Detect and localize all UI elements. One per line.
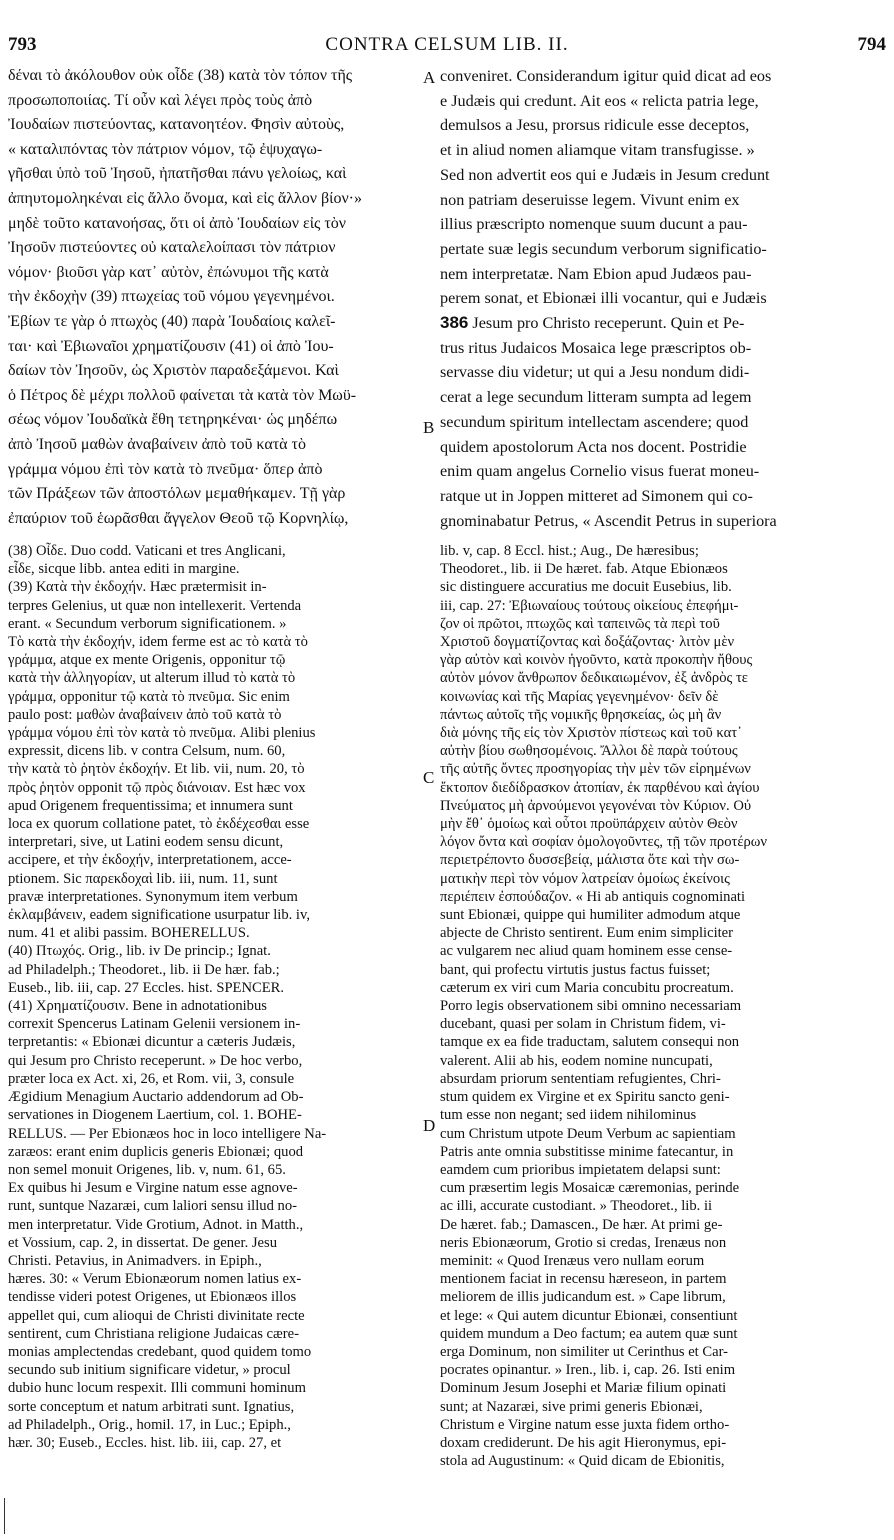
margin-letter-c: C: [423, 768, 435, 787]
margin-letter-d: D: [423, 1116, 436, 1135]
footnote-line: αὐτὸν μόνον ἄνθρωπον δεδικαιωμένον, ἐξ ἀνδρὸς τε: [440, 670, 748, 687]
footnote-line: doxam crediderunt. De his agit Hieronymus, epi-: [440, 1434, 727, 1451]
footnote-line: iii, cap. 27: Ἐβιωναίους τούτους οἰκείους ἐπεφήμι-: [440, 597, 739, 614]
footnote-line: κατὰ τὴν ἀλληγορίαν, ut alterum illud τὸ κατὰ τὸ: [8, 670, 296, 687]
footnote-line: erga Dominum, non similiter ut Cerinthus et Car-: [440, 1343, 729, 1360]
footnote-line: num. 41 et alibi passim. BOHERELLUS.: [8, 925, 250, 942]
footnote-line: præter loca ex Act. xi, 26, et Rom. vii, 3, consule: [8, 1070, 295, 1087]
footnote-line: monias amplectendas credebant, quod quidem tomo: [8, 1343, 312, 1360]
footnote-line: appellet qui, cum alioqui de Christi divinitate recte: [8, 1307, 305, 1324]
footnote-line: dubio hunc locum respexit. Illi communi hominum: [8, 1380, 306, 1397]
footnote-line: Πνεύματος μὴ ἀρνούμενοι γεγονέναι τὸν Κύριον. Οὐ: [440, 797, 752, 814]
footnote-line: expressit, dicens lib. v contra Celsum, num. 60,: [8, 743, 286, 760]
footnote-line: mentionem faciat in recensu hæreseon, in partem: [440, 1271, 727, 1288]
footnote-line: sentirent, cum Christiana religione Judaicas cære-: [8, 1325, 299, 1342]
greek-line: ἐπαύριον τοῦ ἑωρᾶσθαι ἄγγελον Θεοῦ τῷ Κορνηλίῳ,: [8, 509, 349, 527]
footnote-line: servationes in Diogenem Laertium, col. 1. BOHE-: [8, 1107, 302, 1124]
greek-line: γῆσθαι ὑπὸ τοῦ Ἰησοῦ, ἠπατῆσθαι πάνυ γελοίως, καὶ: [8, 165, 347, 183]
latin-line: perem sonat, et Ebionæi illi vocantur, qui e Judæis: [440, 289, 767, 308]
footnote-line: qui Jesum pro Christo receperunt. » De hoc verbo,: [8, 1052, 303, 1069]
footnote-line: λόγον ὄντα καὶ σοφίαν ὁμολογοῦντες, τῇ τῶν προτέρων: [440, 834, 767, 851]
greek-line: γράμμα νόμου ἐπὶ τὸν κατὰ τὸ πνεῦμα· ὅπερ ἀπὸ: [8, 460, 323, 478]
footnote-line: (38) Οἶδε. Duo codd. Vaticani et tres Anglicani,: [8, 543, 286, 559]
footnote-line: tamque ex ea fide traductam, salutem consequi non: [440, 1034, 740, 1051]
greek-line: δέναι τὸ ἀκόλουθον οὐκ οἶδε (38) κατὰ τὸν τόπον τῆς: [8, 67, 353, 84]
footnote-line: et Vossium, cap. 2, in dissertat. De gener. Jesu: [8, 1234, 277, 1251]
footnote-line: stum quidem ex Virgine et ex Spiritu sancto geni-: [440, 1089, 730, 1106]
margin-letter-a: A: [423, 68, 436, 87]
page-number-right: 794: [857, 34, 886, 55]
footnote-line: ad Philadelph., Orig., homil. 17, in Luc.; Epiph.,: [8, 1416, 291, 1433]
footnote-line: μὴν ἔθ᾽ ὁμοίως καὶ οὗτοι προϋπάρχειν αὐτὸν Θεὸν: [440, 816, 738, 833]
footnote-line: et lege: « Qui autem dicuntur Ebionæi, consentiunt: [440, 1307, 738, 1324]
latin-line: demulsos a Jesu, prorsus ridicule esse deceptos,: [440, 116, 750, 135]
latin-line: e Judæis qui credunt. Ait eos « relicta patria lege,: [440, 91, 759, 110]
footnote-line: tendisse videri potest Origenes, ut Ebionæos illos: [8, 1289, 297, 1306]
text-fragment: Jesum pro Christo receperunt. Quin et Pe-: [472, 314, 745, 333]
footnote-line: neris Ebionæorum, Grotio si credas, Irenæus non: [440, 1234, 727, 1251]
margin-bracket: [4, 1498, 5, 1534]
footnote-line: absurdam priorum sententiam refugientes, Chri-: [440, 1070, 721, 1087]
page-number-left: 793: [8, 34, 37, 55]
footnote-line: stola ad Augustinum: « Quid dicam de Ebionitis,: [440, 1453, 725, 1470]
footnote-line: paulo post: μαθὼν ἀναβαίνειν ἀπὸ τοῦ κατὰ τὸ: [8, 706, 282, 723]
footnote-line: αὐτὴν βίου σωθησομένοις. Ἄλλοι δὲ παρὰ τούτους: [440, 743, 738, 760]
footnote-line: tum esse non negant; sed iidem nihilominus: [440, 1107, 697, 1124]
footnote-line: ἔκτοπον διεδίδρασκον ἀτοπίαν, ἐκ παρθένου καὶ ἁγίου: [440, 779, 760, 796]
footnote-line: (39) Κατὰ τὴν ἐκδοχήν. Hæc prætermisit in-: [8, 579, 267, 596]
footnote-line: hær. 30; Euseb., Eccles. hist. lib. iii, cap. 27, et: [8, 1434, 282, 1451]
greek-line: Ἰησοῦν πιστεύοντες οὐ καταλελοίπασι τὸν πάτριον: [8, 239, 336, 257]
footnote-line: bant, qui profectu virtutis justus factus fuisset;: [440, 961, 711, 978]
latin-line: pertate suæ legis secundum verborum significatio-: [440, 239, 767, 258]
footnote-line: τῆς αὐτῆς ὄντες προσηγορίας τὴν μὲν τῶν εἰρημένων: [440, 761, 751, 778]
latin-text-column: [440, 64, 880, 533]
footnote-line: Patris ante omnia substitisse minime fatecantur, in: [440, 1143, 734, 1160]
footnote-line: pravæ interpretationes. Synonymum item verbum: [8, 888, 298, 905]
greek-line: ὁ Πέτρος δὲ μέχρι πολλοῦ φαίνεται τὰ κατὰ τὸν Μωϋ-: [8, 386, 357, 404]
latin-line: conveniret. Considerandum igitur quid dicat ad eos: [440, 67, 772, 85]
greek-line: « καταλιπόντας τὸν πάτριον νόμον, τῷ ἐψυχαγω-: [8, 140, 323, 158]
footnote-line: ac illi, accurate custodiant. » Theodoret., lib. ii: [440, 1198, 713, 1215]
footnote-line: ac vulgarem nec aliud quam hominem esse cense-: [440, 943, 733, 960]
footnote-line: interpretari, sive, ut Latini eodem sensu dicunt,: [8, 834, 284, 851]
latin-line: illius præscripto nomenque suum ducunt a pau-: [440, 215, 748, 234]
footnote-line: Τὸ κατὰ τὴν ἐκδοχήν, idem ferme est ac τὸ κατὰ τὸ: [8, 634, 308, 651]
footnote-line: (40) Πτωχός. Orig., lib. iv De princip.; Ignat.: [8, 943, 271, 960]
footnote-line: sunt Ebionæi, quippe qui humiliter admodum atque: [440, 907, 741, 924]
footnote-line: valerent. Alii ab his, eodem nomine nuncupati,: [440, 1052, 713, 1069]
footnote-line: men interpretatur. Vide Grotium, Adnot. in Matth.,: [8, 1216, 304, 1233]
footnote-line: Ægidium Menagium Auctario addendorum ad Ob-: [8, 1089, 304, 1106]
latin-line: non patriam deseruisse legem. Vivunt enim ex: [440, 190, 740, 209]
footnote-line: abjecte de Christo sentirent. Eum enim simpliciter: [440, 925, 734, 942]
footnote-line: meminit: « Quod Irenæus vero nullam eorum: [440, 1252, 705, 1269]
latin-line: gnominabatur Petrus, « Ascendit Petrus in superiora: [440, 511, 777, 530]
footnote-line: pocrates opinantur. » Iren., lib. i, cap. 26. Isti enim: [440, 1362, 736, 1379]
greek-line: ται· καὶ Ἐβιωναῖοι χρηματίζουσιν (41) οἱ ἀπὸ Ἰου-: [8, 337, 334, 355]
footnote-line: ptionem. Sic παρεκδοχαὶ lib. iii, num. 11, sunt: [8, 870, 278, 887]
greek-line: νόμον· βιοῦσι γὰρ κατ᾽ αὐτὸν, ἐπώνυμοι τῆς κατὰ: [8, 263, 329, 281]
footnote-line: lib. v, cap. 8 Eccl. hist.; Aug., De hæresibus;: [440, 543, 699, 559]
footnote-line: accipere, et τὴν ἐκδοχήν, interpretationem, acce-: [8, 852, 292, 869]
footnote-line: cum Christum utpote Deum Verbum ac sapientiam: [440, 1125, 736, 1142]
footnote-line: loca ex quorum collatione patet, τὸ ἐκδέχεσθαι esse: [8, 816, 310, 833]
footnote-line: RELLUS. — Per Ebionæos hoc in loco intelligere Na-: [8, 1125, 327, 1142]
greek-line: τὴν ἐκδοχὴν (39) πτωχείας τοῦ νόμου γεγενημένοι.: [8, 288, 335, 306]
greek-line: Ἰουδαίων πιστεύοντας, κατανοητέον. Φησὶν αὐτοὺς,: [8, 116, 345, 134]
greek-line: ἀπηυτομοληκέναι εἰς ἄλλο ὄνομα, καὶ εἰς ἄλλον βίον·»: [8, 189, 363, 207]
footnote-line: (41) Χρηματίζουσιν. Bene in adnotationibus: [8, 998, 267, 1015]
footnote-line: zaræos: erant enim duplicis generis Ebionæi; quod: [8, 1143, 304, 1160]
footnote-line: τὴν κατὰ τὸ ῥητὸν ἐκδοχήν. Et lib. vii, num. 20, τὸ: [8, 761, 305, 778]
footnote-line: apud Origenem frequentissima; et innumera sunt: [8, 797, 293, 814]
footnotes-left-column: [8, 542, 422, 1452]
footnote-line: secundo sub initium significare videtur, » procul: [8, 1362, 291, 1379]
latin-line: nem interpretatæ. Nam Ebion apud Judæos pau-: [440, 264, 752, 283]
greek-line: ἀπὸ Ἰησοῦ μαθὼν ἀναβαίνειν ἀπὸ τοῦ κατὰ τὸ: [8, 435, 306, 453]
footnote-line: πάντως αὐτοῖς τῆς νομικῆς θρησκείας, ὡς μὴ ἂν: [440, 706, 722, 723]
footnote-line: De hæret. fab.; Damascen., De hær. At primi ge-: [440, 1216, 723, 1233]
latin-line: et in aliud nomen aliamque vitam transfugisse. »: [440, 141, 755, 160]
footnote-line: runt, suntque Nazaræi, cum laliori sensu illud no-: [8, 1198, 297, 1215]
greek-line: Ἐβίων τε γὰρ ὁ πτωχὸς (40) παρὰ Ἰουδαίοις καλεῖ-: [8, 312, 336, 330]
footnote-line: erant. « Secundum verborum significationem. »: [8, 615, 287, 632]
running-header: [8, 34, 886, 60]
greek-line: δαίων τὸν Ἰησοῦν, ὡς Χριστὸν παραδεξάμενοι. Καὶ: [8, 362, 339, 380]
footnote-line: sorte conceptum et natum arbitrati sunt. Ignatius,: [8, 1398, 295, 1415]
footnote-line: non semel monuit Origenes, lib. v, num. 61, 65.: [8, 1161, 286, 1178]
footnote-line: κοινωνίας καὶ τῆς Μαρίας γεγενημένον· δεῖν δὲ: [440, 688, 719, 705]
footnote-line: sunt; at Nazaræi, sive primi generis Ebionæi,: [440, 1398, 703, 1415]
footnote-line: Dominum Jesum Josephi et Mariæ filium opinati: [440, 1380, 727, 1397]
margin-letter-b: B: [423, 418, 435, 437]
footnote-line: cæterum ex viri cum Maria concubitu procreatum.: [440, 979, 734, 996]
footnote-line: γράμμα, opponitur τῷ κατὰ τὸ πνεῦμα. Sic enim: [8, 688, 290, 705]
footnote-line: Euseb., lib. iii, cap. 27 Eccles. hist. SPENCER.: [8, 979, 285, 996]
footnote-line: cum præsertim legis Mosaicæ cæremonias, perinde: [440, 1180, 740, 1197]
footnote-line: ἐκλαμβάνειν, eadem significatione usurpatur lib. iv,: [8, 907, 310, 924]
footnote-line: γράμμα νόμου ἐπὶ τὸν κατὰ τὸ πνεῦμα. Alibi plenius: [8, 725, 316, 742]
footnote-line: ducebant, quasi per solam in Christum fidem, vi-: [440, 1016, 726, 1033]
footnote-line: περιέπειν ἐσπούδαζον. « Hi ab antiquis cognominati: [440, 888, 746, 905]
footnote-line: terpretantis: « Ebionæi dicuntur a cæteris Judæis,: [8, 1034, 296, 1051]
footnote-line: ad Philadelph.; Theodoret., lib. ii De hær. fab.;: [8, 961, 280, 978]
latin-line: servasse diu videtur; ut qui a Jesu nondum didi-: [440, 363, 750, 382]
footnote-line: ματικὴν περὶ τὸν νόμον λατρείαν ὁμοίως ἐκείνοις: [440, 870, 730, 887]
footnote-line: sic distinguere accuratius me docuit Eusebius, lib.: [440, 579, 732, 596]
footnote-line: πρὸς ῥητὸν opponit τῷ πρὸς διάνοιαν. Est hæc vox: [8, 779, 306, 796]
footnote-line: Theodoret., lib. ii De hæret. fab. Atque Ebionæos: [440, 561, 728, 578]
latin-line: ratque ut in Joppen mitteret ad Simonem qui co-: [440, 486, 753, 505]
latin-line: [440, 311, 880, 336]
footnote-line: εἶδε, sicque libb. antea editi in margine.: [8, 561, 240, 578]
latin-line: cerat a lege secundum litteram sumpta ad legem: [440, 388, 752, 407]
footnote-line: Christi. Petavius, in Animadvers. in Epiph.,: [8, 1252, 262, 1269]
latin-line: quidem apostolorum Acta nos docent. Postridie: [440, 437, 747, 456]
footnote-line: περιετρέποντο δυσσεβείᾳ, μάλιστα ὅτε καὶ τὴν σω-: [440, 852, 740, 869]
footnote-line: ζον οἱ πρῶτοι, πτωχῶς καὶ ταπεινῶς τὰ περὶ τοῦ: [440, 615, 720, 632]
running-title: CONTRA CELSUM LIB. II.: [325, 34, 569, 55]
greek-text-column: [8, 64, 420, 531]
footnote-line: hæres. 30: « Verum Ebionæorum nomen latius ex-: [8, 1271, 302, 1288]
footnote-line: Porro legis observationem sibi omnino necessariam: [440, 998, 742, 1015]
footnote-line: correxit Spencerus Latinam Gelenii versionem in-: [8, 1016, 301, 1033]
greek-line: σέως νόμον Ἰουδαϊκὰ ἔθη τετηρηκέναι· ὡς μηδέπω: [8, 411, 338, 429]
footnotes-right-column: [440, 542, 880, 1470]
latin-line: Sed non advertit eos qui e Judæis in Jesum credunt: [440, 165, 770, 184]
greek-line: προσωποποιίας. Τί οὖν καὶ λέγει πρὸς τοὺς ἀπὸ: [8, 91, 313, 109]
footnote-line: γὰρ αὐτὸν καὶ κοινὸν ἡγοῦντο, κατὰ προκοπὴν ἤθους: [440, 652, 753, 669]
footnote-line: meliorem de illis judicandum est. » Cape librum,: [440, 1289, 726, 1306]
footnote-line: γράμμα, atque ex mente Origenis, opponitur τῷ: [8, 652, 286, 669]
footnote-line: διὰ μόνης τῆς εἰς τὸν Χριστὸν πίστεως καὶ τοῦ κατ᾽: [440, 725, 742, 742]
footnote-line: terpres Gelenius, ut quæ non intellexerit. Vertenda: [8, 597, 302, 614]
footnote-line: quidem mundum a Deo factum; ea autem quæ sunt: [440, 1325, 738, 1342]
footnote-line: Χριστοῦ δογματίζοντας καὶ δοξάζοντας· λιτὸν μὲν: [440, 634, 735, 651]
latin-line: enim quam angelus Cornelio visus fuerat moneu-: [440, 462, 760, 481]
footnote-line: Ex quibus hi Jesum e Virgine natum esse agnove-: [8, 1180, 298, 1197]
footnote-line: eamdem cum prioribus impietatem delapsi sunt:: [440, 1161, 721, 1178]
footnote-line: Christum e Virgine natum esse juxta fidem ortho-: [440, 1416, 730, 1433]
latin-line: secundum spiritum intellectam ascendere; quod: [440, 412, 749, 431]
latin-line: trus ritus Judaicos Mosaica lege præscriptos ob-: [440, 338, 752, 357]
greek-line: τῶν Πράξεων τῶν ἀποστόλων μεμαθήκαμεν. Τῇ γὰρ: [8, 485, 346, 503]
greek-line: μηδὲ τοῦτο κατανοήσας, ὅτι οἱ ἀπὸ Ἰουδαίων εἰς τὸν: [8, 214, 347, 232]
column-number: 386: [440, 313, 469, 333]
